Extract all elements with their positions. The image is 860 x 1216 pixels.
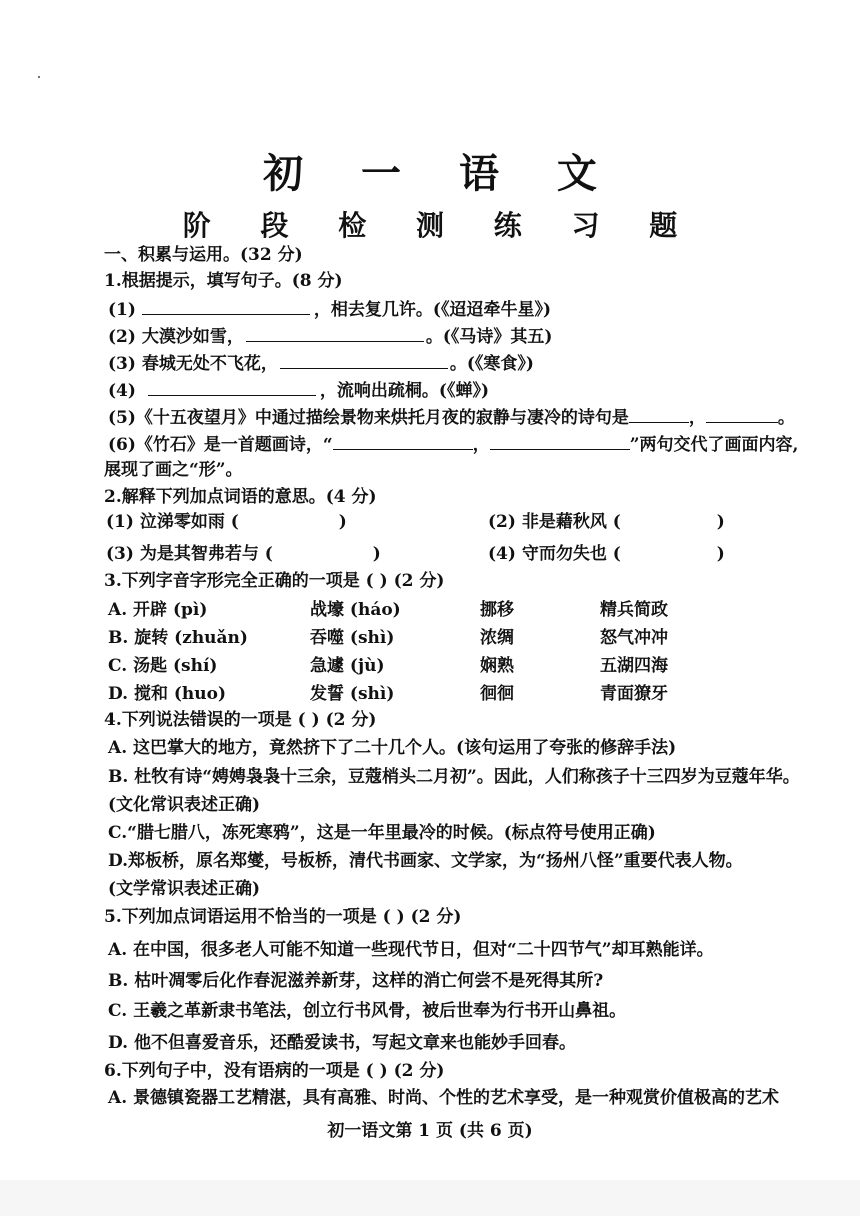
q4-option-b-note: (文化常识表述正确) [108, 795, 261, 815]
q5-stem: 5.下列加点词语运用不恰当的一项是 ( ) (2 分) [104, 907, 462, 927]
q4-option-a[interactable]: A. 这巴掌大的地方，竟然挤下了二十几个人。(该句运用了夸张的修辞手法) [108, 738, 677, 758]
q3-option-a[interactable]: A. 开辟 (pì) [108, 600, 208, 620]
q1-item-5: (5)《十五夜望月》中通过描绘景物来烘托月夜的寂静与凄冷的诗句是 ， 。 [108, 405, 795, 429]
q5-option-b[interactable]: B. 枯叶凋零后化作春泥滋养新芽，这样的消亡何尝不是死得其所? [108, 971, 604, 991]
q3-cell: 青面獠牙 [600, 684, 668, 704]
q1-item-6-cont: 展现了画之“形”。 [104, 460, 243, 480]
q1-item-6: (6)《竹石》是一首题画诗，“ ， ”两句交代了画面内容, [108, 432, 798, 456]
q2-stem: 2.解释下列加点词语的意思。(4 分) [104, 487, 377, 507]
q3-cell: 挪移 [480, 600, 514, 620]
answer-blank[interactable] [706, 405, 778, 423]
q3-cell: 急遽 (jù) [310, 656, 385, 676]
answer-blank[interactable] [629, 405, 689, 423]
q5-option-d[interactable]: D. 他不但喜爱音乐，还酷爱读书，写起文章来也能妙手回春。 [108, 1033, 576, 1053]
q4-option-c[interactable]: C.“腊七腊八，冻死寒鸦”，这是一年里最冷的时候。(标点符号使用正确) [108, 823, 656, 843]
q4-option-b[interactable]: B. 杜牧有诗“娉娉袅袅十三余，豆蔻梢头二月初”。因此，人们称孩子十三四岁为豆蔻年华。 [108, 767, 800, 787]
q4-option-d[interactable]: D.郑板桥，原名郑燮，号板桥，清代书画家、文学家，为“扬州八怪”重要代表人物。 [108, 851, 743, 871]
q6-stem: 6.下列句子中，没有语病的一项是 ( ) (2 分) [104, 1061, 445, 1081]
q4-stem: 4.下列说法错误的一项是 ( ) (2 分) [104, 710, 377, 730]
answer-blank[interactable] [148, 378, 316, 396]
q3-stem: 3.下列字音字形完全正确的一项是 ( ) (2 分) [104, 571, 445, 591]
q1-item-1: (1) ，相去复几许。(《迢迢牵牛星》) [108, 297, 551, 321]
answer-blank[interactable] [333, 432, 473, 450]
scan-speck [38, 76, 40, 78]
q2-item-2: (2) 非是藉秋风 ( ) [488, 512, 725, 532]
q5-option-a[interactable]: A. 在中国，很多老人可能不知道一些现代节日，但对“二十四节气”却耳熟能详。 [108, 940, 714, 960]
q3-option-b[interactable]: B. 旋转 (zhuǎn) [108, 628, 248, 648]
q3-cell: 娴熟 [480, 656, 514, 676]
q1-item-4: (4) ，流响出疏桐。(《蝉》) [108, 378, 489, 402]
q1-item-3: (3) 春城无处不飞花， 。(《寒食》) [108, 351, 534, 375]
q2-item-4: (4) 守而勿失也 ( ) [488, 544, 725, 564]
page-footer: 初一语文第 1 页 (共 6 页) [327, 1121, 533, 1141]
section-heading: 一、积累与运用。(32 分) [104, 245, 303, 265]
answer-blank[interactable] [490, 432, 630, 450]
q5-option-c[interactable]: C. 王羲之革新隶书笔法，创立行书风骨，被后世奉为行书开山鼻祖。 [108, 1001, 627, 1021]
q3-option-d[interactable]: D. 搅和 (huo) [108, 684, 227, 704]
q3-option-c[interactable]: C. 汤匙 (shí) [108, 656, 218, 676]
answer-blank[interactable] [246, 324, 424, 342]
q3-cell: 徊徊 [480, 684, 514, 704]
q1-item-2: (2) 大漠沙如雪， 。(《马诗》其五) [108, 324, 552, 348]
page-title: 初 一 语 文 [263, 150, 619, 197]
answer-blank[interactable] [142, 297, 310, 315]
q3-cell: 发誓 (shì) [310, 684, 395, 704]
scan-margin [0, 1180, 860, 1216]
q3-cell: 战壕 (háo) [310, 600, 401, 620]
q2-item-3: (3) 为是其智弗若与 ( ) [106, 544, 381, 564]
q4-option-d-note: (文学常识表述正确) [108, 879, 261, 899]
q2-item-1: (1) 泣涕零如雨 ( ) [106, 512, 347, 532]
answer-blank[interactable] [280, 351, 448, 369]
q1-stem: 1.根据提示，填写句子。(8 分) [104, 271, 343, 291]
q3-cell: 吞噬 (shì) [310, 628, 395, 648]
q6-option-a[interactable]: A. 景德镇瓷器工艺精湛，具有高雅、时尚、个性的艺术享受，是一种观赏价值极高的艺术 [108, 1088, 780, 1108]
q3-cell: 怒气冲冲 [600, 628, 668, 648]
q3-cell: 精兵简政 [600, 600, 668, 620]
q3-cell: 浓绸 [480, 628, 514, 648]
page-subtitle: 阶 段 检 测 练 习 题 [182, 209, 698, 242]
q3-cell: 五湖四海 [600, 656, 668, 676]
